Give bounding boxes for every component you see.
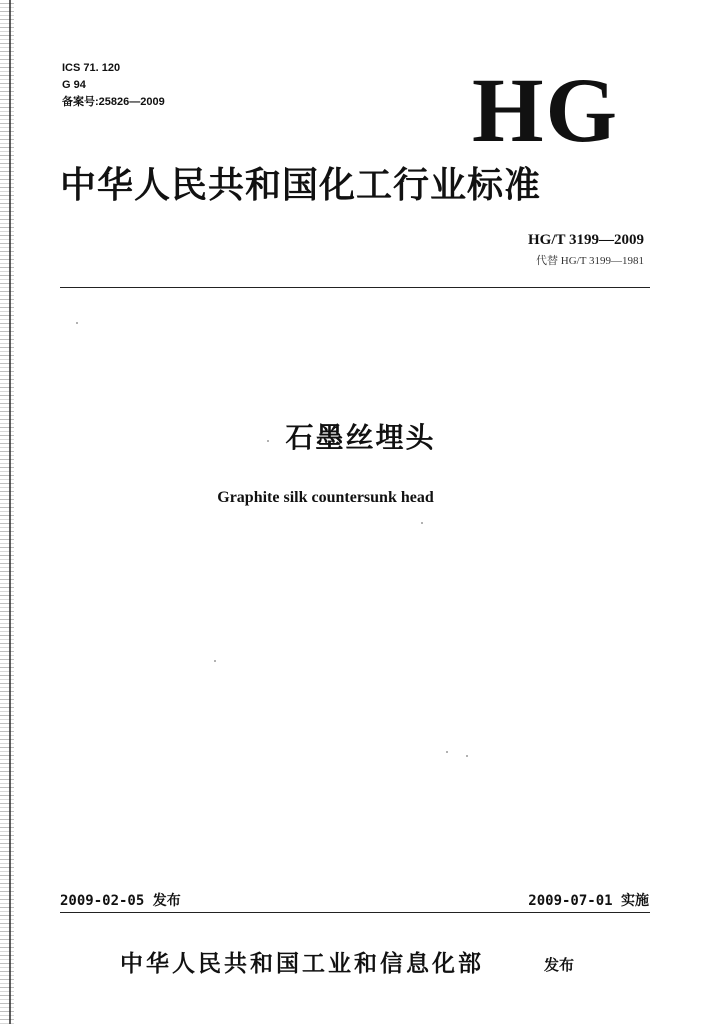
classification-block: [62, 60, 165, 111]
bottom-divider: [60, 912, 650, 913]
scan-speck: [267, 440, 269, 442]
filing-number: 备案号:25826—2009: [62, 96, 165, 108]
scan-speck: [214, 660, 216, 662]
scan-speck: [466, 755, 468, 757]
ics-code: ICS 71. 120: [62, 62, 121, 74]
implementation-date: 2009-07-01 实施: [528, 893, 649, 909]
top-divider: [60, 287, 650, 288]
standard-number: HG/T 3199—2009: [528, 232, 644, 248]
industry-mark-hg: HG: [472, 59, 620, 161]
document-title-cn: 石墨丝埋头: [285, 421, 436, 454]
document-title-en: Graphite silk countersunk head: [217, 489, 434, 506]
scan-speck: [421, 522, 423, 524]
issue-date: 2009-02-05 发布: [60, 893, 181, 909]
scan-speck: [446, 751, 448, 753]
scan-binding-line: [9, 0, 11, 1024]
replaces-standard: 代替 HG/T 3199—1981: [536, 255, 644, 267]
scan-speck: [76, 322, 78, 324]
publisher-suffix: 发布: [544, 956, 575, 974]
scan-binding-edge: [0, 0, 14, 1024]
publisher: 中华人民共和国工业和信息化部: [120, 950, 484, 977]
ccs-code: G 94: [62, 79, 86, 91]
standard-type-title: 中华人民共和国化工行业标准: [60, 164, 542, 206]
